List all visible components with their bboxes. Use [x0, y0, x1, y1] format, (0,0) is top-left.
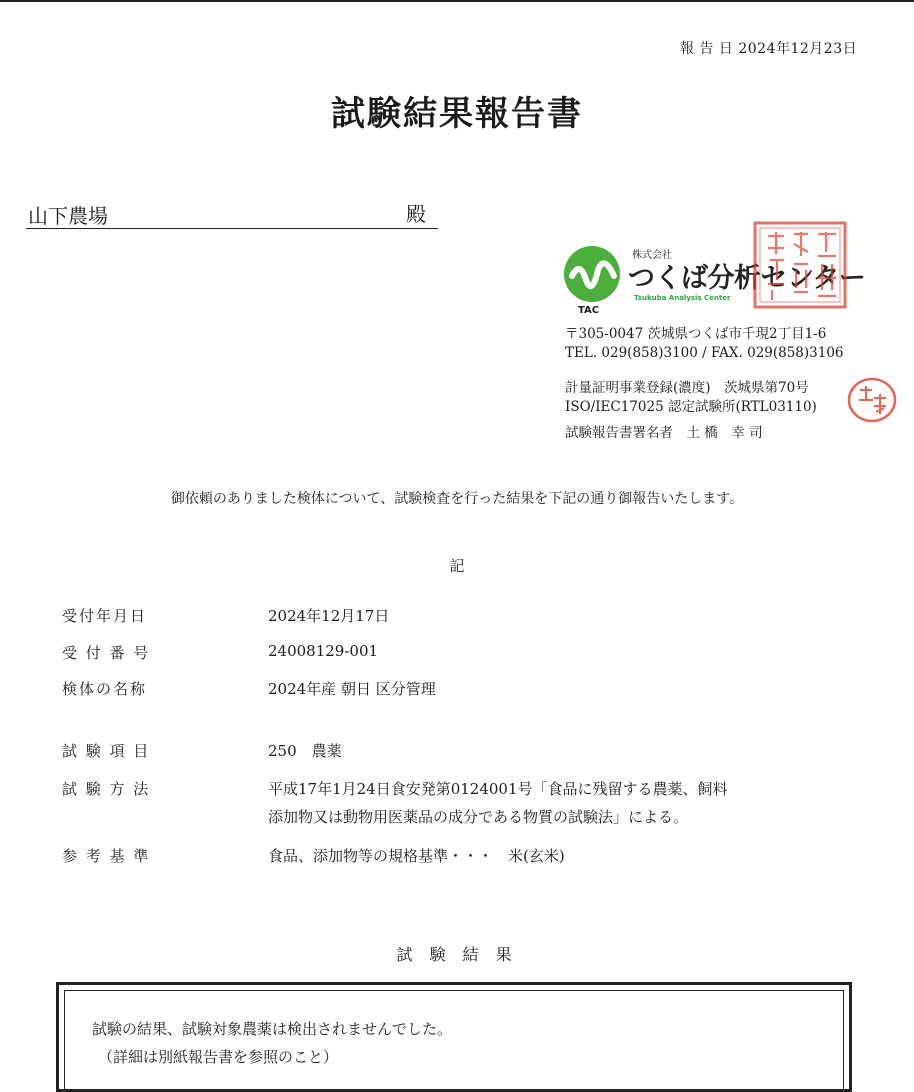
company-iso: ISO/IEC17025 認定試験所(RTL03110)	[565, 399, 817, 415]
receipt-no-value: 24008129-001	[268, 642, 379, 660]
addressee-name: 山下農場	[28, 204, 108, 228]
method-label: 試 験 方 法	[62, 780, 151, 798]
company-tel-fax: TEL. 029(858)3100 / FAX. 029(858)3106	[565, 345, 844, 361]
result-box-inner	[64, 990, 844, 1090]
top-border	[0, 0, 914, 2]
receipt-no-label: 受 付 番 号	[62, 644, 151, 662]
receipt-date-label: 受付年月日	[62, 607, 148, 625]
company-name-en: Tsukuba Analysis Center	[634, 294, 731, 302]
company-registration: 計量証明事業登録(濃度) 茨城県第70号	[565, 380, 809, 396]
addressee	[26, 200, 438, 229]
signer-seal-stamp	[846, 376, 898, 424]
company-logo-icon	[560, 240, 630, 310]
test-items-value: 250 農薬	[268, 742, 342, 760]
result-text: 試験の結果、試験対象農薬は検出されませんでした。	[92, 1020, 453, 1038]
method-line-1: 平成17年1月24日食安発第0124001号「食品に残留する農薬、飼料	[268, 780, 728, 798]
company-seal-stamp	[752, 220, 848, 310]
result-heading: 試 験 結 果	[396, 945, 518, 964]
sample-name-label: 検体の名称	[62, 680, 148, 698]
page-title: 試験結果報告書	[331, 94, 583, 134]
company-address: 〒305-0047 茨城県つくば市千現2丁目1-6	[565, 326, 827, 342]
addressee-honorific: 殿	[406, 202, 426, 226]
reference-label: 参 考 基 準	[62, 847, 151, 865]
ki-heading: 記	[449, 557, 465, 575]
method-line-2: 添加物又は動物用医薬品の成分である物質の試験法」による。	[268, 808, 689, 826]
company-abbr: TAC	[578, 305, 600, 316]
intro-text: 御依頼のありました検体について、試験検査を行った結果を下記の通り御報告いたします。	[170, 491, 744, 507]
test-items-label: 試 験 項 目	[62, 742, 151, 760]
company-type: 株式会社	[632, 250, 672, 261]
reference-value: 食品、添加物等の規格基準・・・ 米(玄米)	[268, 847, 565, 865]
signer: 試験報告書署名者 土 橋 幸 司	[565, 425, 763, 441]
receipt-date-value: 2024年12月17日	[268, 607, 390, 625]
result-note: （詳細は別紙報告書を参照のこと）	[98, 1048, 339, 1066]
sample-name-value: 2024年産 朝日 区分管理	[268, 680, 436, 698]
company-name: つくば分析センター	[628, 263, 866, 294]
report-date: 報 告 日 2024年12月23日	[680, 41, 858, 57]
